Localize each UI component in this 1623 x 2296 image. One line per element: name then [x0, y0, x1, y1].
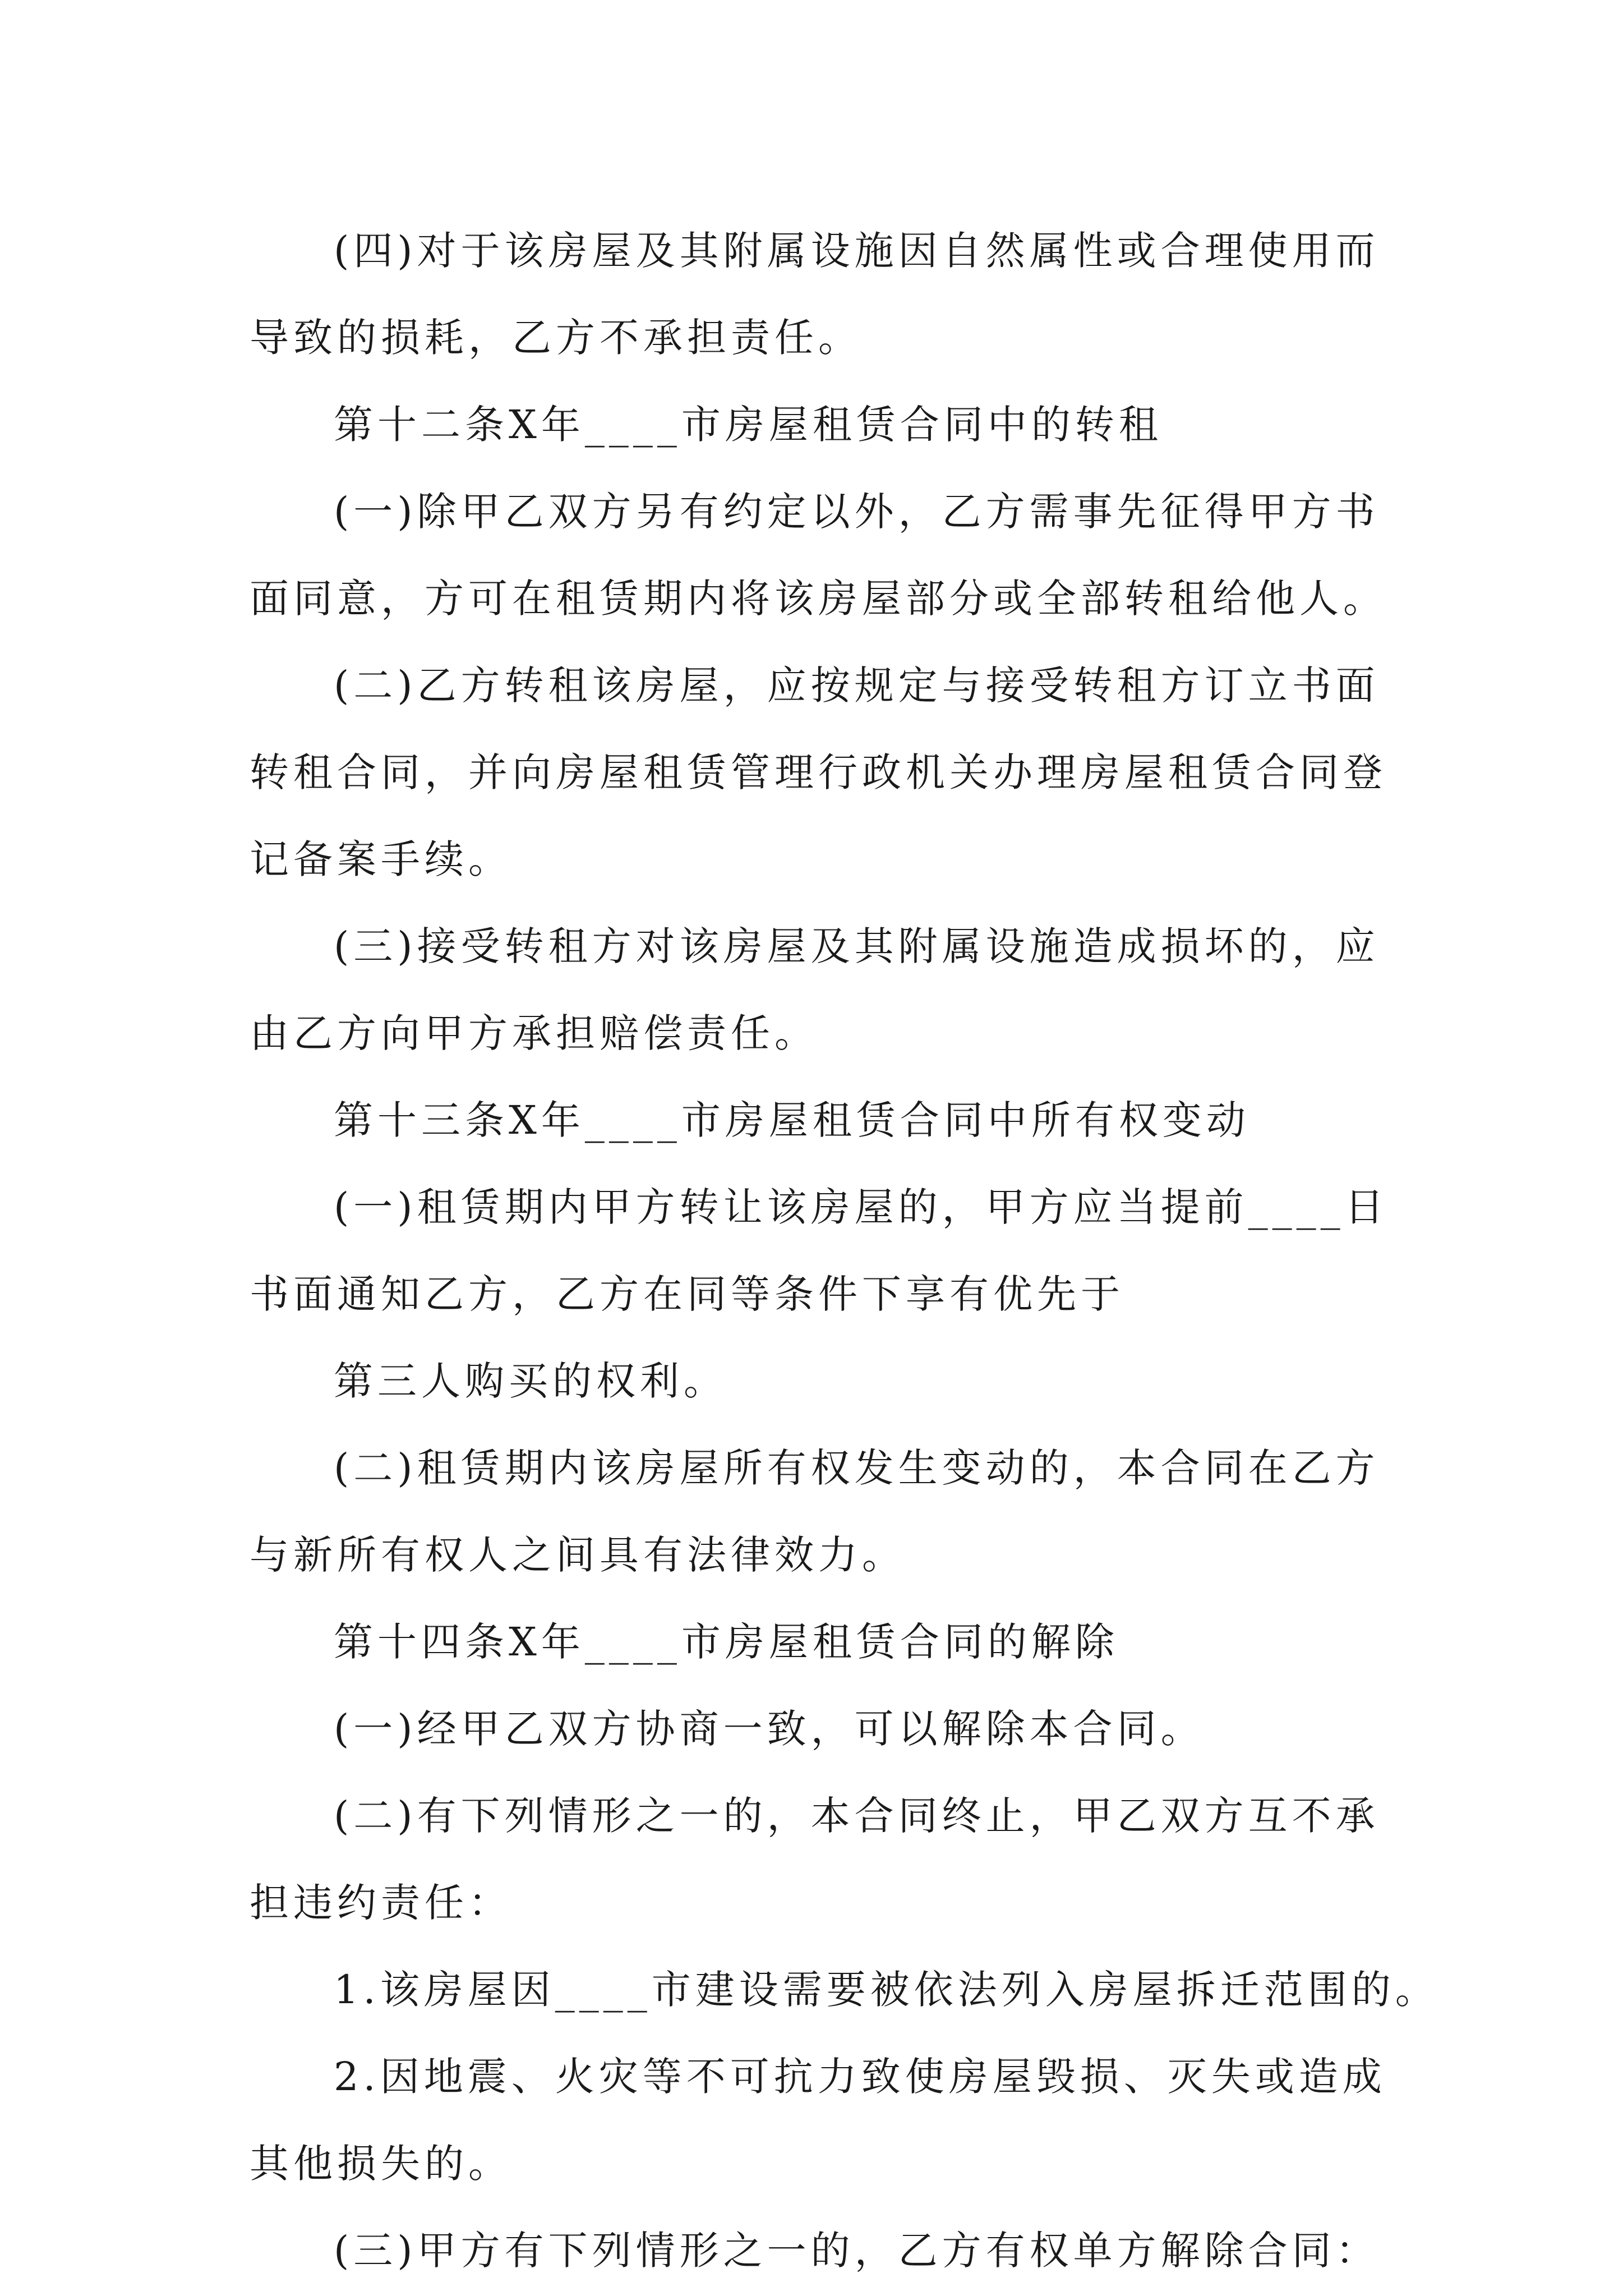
paragraph-line: 其他损失的。	[250, 2141, 512, 2187]
paragraph-line: (四)对于该房屋及其附属设施因自然属性或合理使用而	[334, 228, 1380, 274]
paragraph-line: 书面通知乙方，乙方在同等条件下享有优先于	[250, 1271, 1124, 1317]
paragraph-line: (二)有下列情形之一的，本合同终止，甲乙双方互不承	[334, 1793, 1380, 1839]
paragraph-line: 面同意，方可在租赁期内将该房屋部分或全部转租给他人。	[250, 576, 1387, 622]
paragraph-line: (三)接受转租方对该房屋及其附属设施造成损坏的，应	[334, 923, 1380, 969]
paragraph-line: 第三人购买的权利。	[334, 1358, 727, 1404]
list-item: 1.该房屋因____市建设需要被依法列入房屋拆迁范围的。	[334, 1967, 1439, 2013]
paragraph-line: 与新所有权人之间具有法律效力。	[250, 1532, 906, 1578]
paragraph-line: 导致的损耗，乙方不承担责任。	[250, 315, 862, 361]
paragraph-line: (一)租赁期内甲方转让该房屋的，甲方应当提前____日	[334, 1184, 1389, 1230]
document-body	[250, 208, 1439, 2294]
paragraph-line: (一)除甲乙双方另有约定以外，乙方需事先征得甲方书	[334, 489, 1380, 535]
list-item: 2.因地震、火灾等不可抗力致使房屋毁损、灭失或造成	[334, 2054, 1386, 2100]
paragraph-line: 由乙方向甲方承担赔偿责任。	[250, 1010, 818, 1056]
paragraph-line: (三)甲方有下列情形之一的，乙方有权单方解除合同：	[334, 2228, 1380, 2274]
article-heading: 第十四条X年____市房屋租赁合同的解除	[334, 1619, 1119, 1665]
paragraph-line: 担违约责任：	[250, 1880, 512, 1926]
paragraph-line: 记备案手续。	[250, 836, 512, 882]
article-heading: 第十三条X年____市房屋租赁合同中所有权变动	[334, 1097, 1250, 1143]
paragraph-line: (二)乙方转租该房屋，应按规定与接受转租方订立书面	[334, 662, 1380, 708]
paragraph-line: 转租合同，并向房屋租赁管理行政机关办理房屋租赁合同登	[250, 749, 1387, 795]
paragraph-line: (一)经甲乙双方协商一致，可以解除本合同。	[334, 1706, 1205, 1752]
article-heading: 第十二条X年____市房屋租赁合同中的转租	[334, 402, 1163, 448]
paragraph-line: (二)租赁期内该房屋所有权发生变动的，本合同在乙方	[334, 1445, 1380, 1491]
